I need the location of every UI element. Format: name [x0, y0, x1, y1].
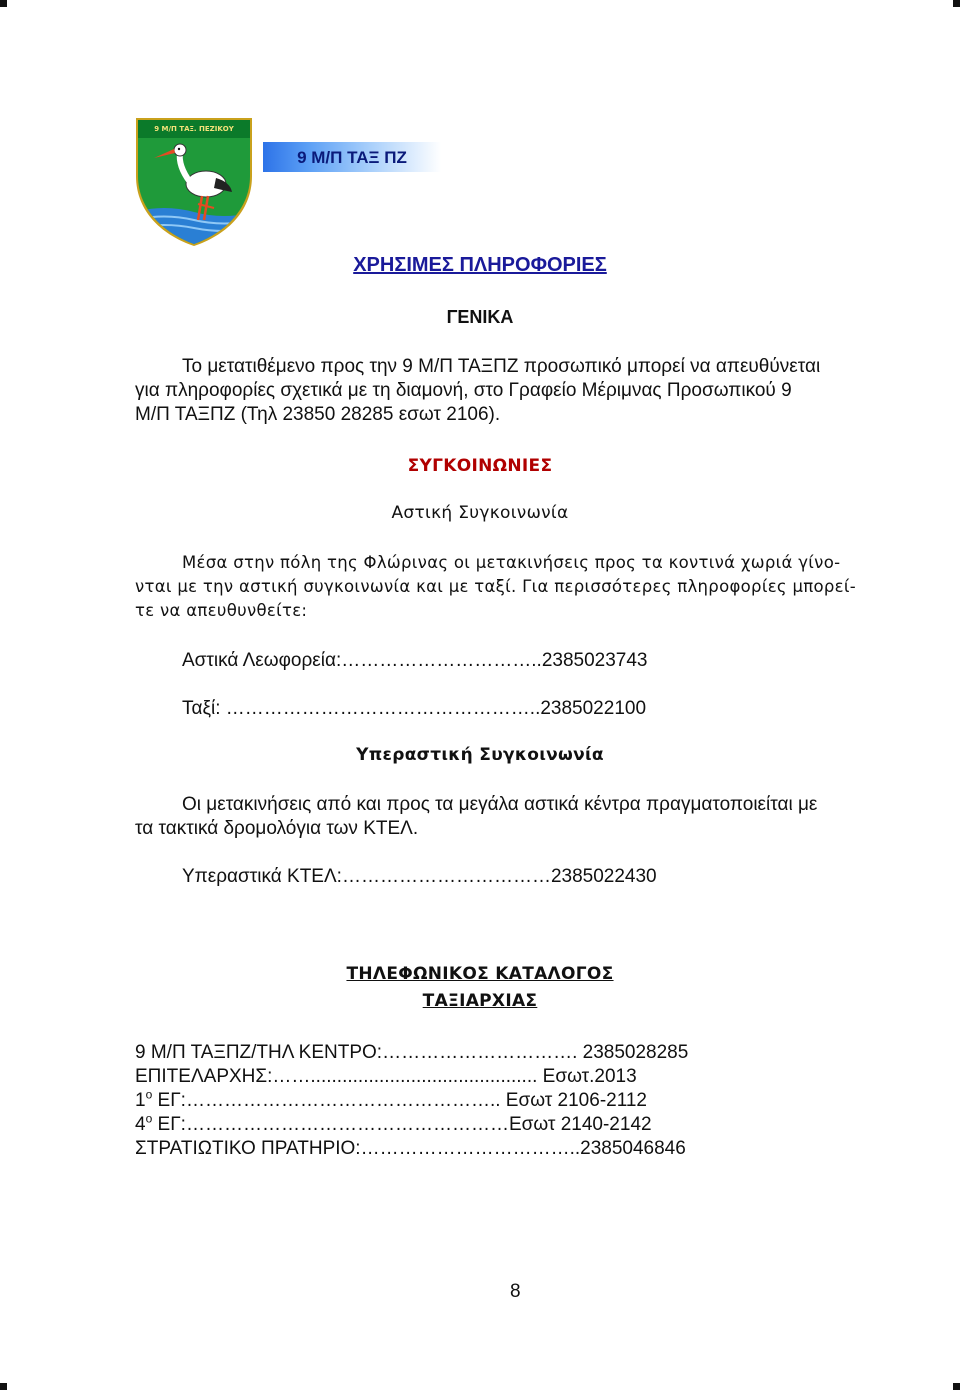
- unit-banner: [263, 142, 441, 172]
- corner-mark-top-right: [953, 0, 960, 7]
- emblem-text: 9 Μ/Π ΤΑΞ. ΠΕΖΙΚΟΥ: [154, 125, 234, 133]
- directory-row: [135, 1041, 688, 1065]
- corner-mark-bottom-left: [0, 1383, 7, 1390]
- stork-shield-icon: [134, 116, 254, 246]
- general-heading: ΓΕΝΙΚΑ: [446, 307, 514, 327]
- directory-row: [135, 1137, 686, 1161]
- corner-mark-top-left: [0, 0, 7, 7]
- urban-line-3: τε να απευθυνθείτε:: [135, 601, 308, 620]
- page-title: ΧΡΗΣΙΜΕΣ ΠΛΗΡΟΦΟΡΙΕΣ: [353, 254, 607, 276]
- urban-line-1: Μέσα στην πόλη της Φλώρινας οι μετακινήσεις προς τα κοντινά χωριά γίνο-: [182, 553, 841, 572]
- urban-taxi-line: Ταξί: …………………………………………..2385022100: [182, 698, 647, 719]
- general-line-3: Μ/Π ΤΑΞΠΖ (Τηλ 23850 28285 εσωτ 2106).: [135, 404, 501, 425]
- corner-mark-bottom-right: [953, 1383, 960, 1390]
- general-line-2: για πληροφορίες σχετικά με τη διαμονή, στο Γραφείο Μέριμνας Προσωπικού 9: [135, 380, 792, 401]
- general-line-1: Το μετατιθέμενο προς την 9 Μ/Π ΤΑΞΠΖ προσωπικό μπορεί να απευθύνεται: [182, 356, 821, 377]
- directory-row-text: 9 Μ/Π ΤΑΞΠΖ/ΤΗΛ ΚΕΝΤΡΟ:…………………………. 2385028285: [135, 1042, 689, 1063]
- urban-buses-line: Αστικά Λεωφορεία:…………………………..2385023743: [182, 650, 648, 671]
- directory-row-ordinal: ο: [145, 1111, 153, 1126]
- urban-transport-heading: Αστική Συγκοινωνία: [391, 503, 569, 523]
- intercity-ktel-line: Υπεραστικά ΚΤΕΛ:……………………………2385022430: [182, 866, 657, 887]
- unit-banner-label: 9 Μ/Π ΤΑΞ ΠΖ: [297, 148, 407, 167]
- directory-row-text: ΣΤΡΑΤΙΩΤΙΚΟ ΠΡΑΤΗΡΙΟ:……………………………..2385046846: [135, 1138, 686, 1159]
- page-number: 8: [510, 1281, 521, 1302]
- intercity-line-1: Οι μετακινήσεις από και προς τα μεγάλα αστικά κέντρα πραγματοποιείται με: [182, 794, 818, 815]
- directory-row: [135, 1065, 637, 1089]
- directory-row-number: 4: [135, 1114, 146, 1135]
- transport-heading: ΣΥΓΚΟΙΝΩΝΙΕΣ: [407, 456, 553, 476]
- unit-emblem: [134, 116, 254, 246]
- directory-heading-line-1: ΤΗΛΕΦΩΝΙΚΟΣ ΚΑΤΑΛΟΓΟΣ: [346, 964, 614, 984]
- directory-row-text: ΕΓ:………………………………………….. Εσωτ 2106-2112: [152, 1090, 647, 1111]
- directory-row-text: ΕΠΙΤΕΛΑΡΧΗΣ:……........................................... Εσωτ.2013: [135, 1066, 637, 1087]
- intercity-line-2: τα τακτικά δρομολόγια των ΚΤΕΛ.: [135, 818, 419, 839]
- directory-row: [135, 1113, 652, 1137]
- directory-row-text: ΕΓ:……………………………………………Εσωτ 2140-2142: [152, 1114, 652, 1135]
- urban-line-2: νται με την αστική συγκοινωνία και με ταξί. Για περισσότερες πληροφορίες μπορεί-: [135, 577, 857, 596]
- directory-row-number: 1: [135, 1090, 146, 1111]
- intercity-transport-heading: Υπεραστική Συγκοινωνία: [356, 745, 604, 765]
- directory-row-ordinal: ο: [145, 1087, 153, 1102]
- directory-heading-line-2: ΤΑΞΙΑΡΧΙΑΣ: [422, 991, 538, 1011]
- directory-row: [135, 1089, 647, 1113]
